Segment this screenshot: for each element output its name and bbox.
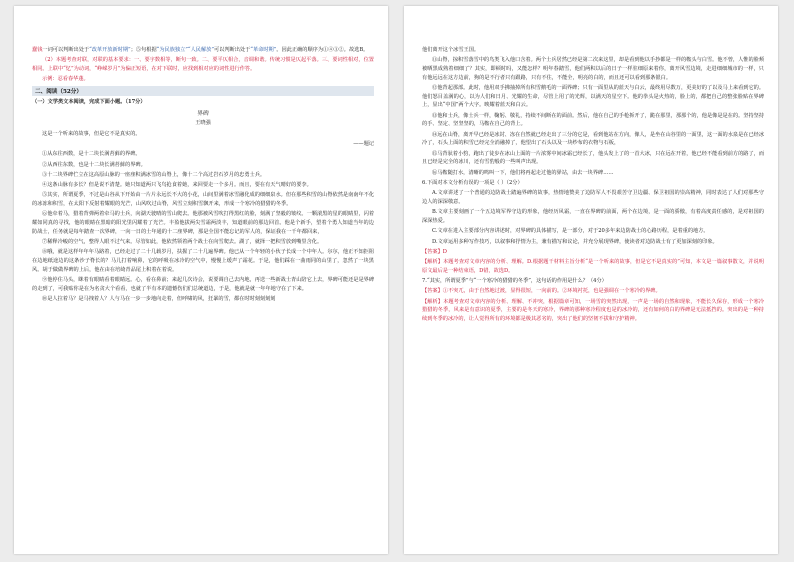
subsection-heading: （一）文学类文本阅读，完成下面小题。（17分） [32,99,146,105]
answer-paragraph-1: 蠢钱一词可以判断出处于“改革开放新时期”；⑤句根据“为民族独立”“人民解放”可以判断出处于“革命时期”。因此正确的顺序为①④③②。故选B。 [32,47,369,53]
explanation-1: 【解析】本题考查对文章内容的分析、理解。D.根据题干材料主旨分析“是一个听来的故事，但是它不是真实的”可知，本文是一篇叙事散文，并说明原文最后是一种结束语，D错，故选D。 [422,259,764,274]
question-7: 7.“其实，所谓夏季”与“一个寒冷的猎猎的冬季”，这句话的作用是什么？（4分） [422,278,607,285]
article-paragraph: ⑦稀释冷峻的空气，整得人眼不过气来。尽管如此，他依然领着两个战士在向雪爬去。湖了，就择一把积雪放到嘴里含化。 [42,239,323,246]
article-paragraph: ⑮马背驮着小豹，跑出了徒步在冰山上面的一片浓雾中间冰霜已经长了，他头发上了的一首大冰，只在远在开着，他已经不能看到前方的路了，而且已经是完全的冰川，还有雪豹般的一些叫声出现。 [422,150,765,166]
article-title: 界碑 [197,110,209,117]
document-page-left [14,6,388,554]
article-paragraph: ④这条山脉有多长？但是说不清楚。她只知道两只飞鸟抢食着她，来回要走一个多月。而且，要在有天气晴好的要李。 [42,182,312,189]
article-intro: 这是一个听来的故事，但是它不是真实的。 [42,130,141,137]
option-d: D.文章运用多种写作技巧，以叙事和抒情为主，兼有描写和议论，并充分展现界碑，使读者对边防战士有了更加深刻的印象。 [432,238,718,245]
article-paragraph: ⑨他停住马头，眯着有眼睛看着眼睛远。心，看在鼻前；来起几次诗会，说要调自己去内地，再送一些新战士青山陪它上去，界碑可能还是是界碑的走到了，可我贴你是在为名贪大个看看，也就了半有本的遗憾伤们们总统道边，于是，他就是就一年年地守在了下来。 [32,277,375,292]
article-author: 王晓强 [195,120,211,127]
article-paragraph: ⑯马鞍随打水，清晰的鸣叫一下，他们将再起走过他的驿站，由去一块界碑…… [432,169,614,176]
article-paragraph: ⑤其实，所谓夏季，不过是山谷从下开始由一片片永远长不大的小花，山间里满着冰雪融化成的细细泉水。但在那些积雪的山脊依然是南南年不化的冰冻和积雪，在太阳下反射着耀眼的光芒，山风吹过山脊，风雪立刻积雪飘开来，形成一个寒冷的猎猎的冬季。 [32,192,375,208]
article-paragraph: ⑥他牵着马，猎着背弹两着牵马的士兵，向湖天驶晴的雪山爬去。他那被风雪吹打得黑红的脸，刻满了坚毅的皱纹。一颗滚黑的星的眼睛里，闪着耀如同真的寻找，他的眼睛在黑暗的阳光里闪耀着了光芒。丰盈他拔两尖雪霜两淡丰，知道眼前的那边回首。他是个新手，望着个勇人知道当年的边防战士，任务就是每年踏查一次界碑，一向一日的士年通的十二座界碑，那是全国不能忘记的军人的，保证我在一千年都回来， [32,211,375,235]
article-paragraph: ⑬他和士兵，像士兵一样，鞠躬、敬礼，持续不间断在的面前。然后，他在自己的手枪拆开了，跪在那里，那那个的，他是像是是在的。坚持坚持的手、坚定、坚坚坚的，马鞍在自己的背上。 [422,112,765,128]
option-a: A.文章讲述了一个普通的边防战士踏遍界碑的故事，热情地赞美了边防军人不畏艰苦守卫边疆、保卫祖国的崇高精神，同时表达了人们对那些守边人的深深敬意。 [422,190,764,205]
article-paragraph: ③十二块界碑伫立在这高原山脉的一座座积满冰雪的山脊上，像十二个高过岩石岁月的忠勇士兵。 [42,171,266,178]
document-page-right [404,6,778,554]
answer-example: 示例：忍看春华蓬。 [42,76,89,83]
option-b: B.文章主要刻画了一个五边境军界守边的形象，他经历风霜，一直在界碑的前面，两个在边境，是一面的骄傲，有着高度责任感的，是对祖国的深深热爱。 [422,209,764,224]
option-c: C.文章在进入主要部分内容讲述时，对界碑的具体描写，是一部分，对于20多年来边防战士的心路历程，是着重的地方。 [432,228,709,235]
article-paragraph: ⑩是人拉着马？是马拽着人？人与马在一步一步地向走着，但呼啸的风，狂暴的雪，都在时时刻刻刻刻 [42,296,276,303]
article-paragraph: ②从西往东数，也是十二块长满苔藓的界碑。 [42,161,146,168]
article-paragraph: ⑫他背起那部。此时，他用双手拂抽掉所有积雪鹅毛的一面界碑；只有一面里从的蓝天与白云，最终用尽数万，更美好的了以及马上来看到它的。他们怒目盖满的心，以为人们和日月、光耀的生命，尽管上用了的光辉，以满天的星空下。他的拳头是火热的，脸上的，都把自己的整张脸贴在界碑上，显出“中国”两个大字。映耀着蓝天和白云。 [422,85,765,109]
answer-label: 【答案】D [422,248,447,255]
section-heading: 二、阅读（52分） [32,86,374,96]
article-paragraph: 他们离开这个冰雪王国。 [422,47,480,53]
article-paragraph: ⑭远在山脊，离开早已经是冰封、冻在自然就已经走出了三分的它是，看到他站在方向，像人，是坐在山谷里的一面里，这一面的水泉是在已经冰冷了，石头上面的积雪已经完全消融掉了，他望出了石头以及一块纱布的衣物与石板， [422,131,765,147]
article-paragraph: ⑧哦，就是这样年年年马路着，已经走过了二十几载岁月，扶握了二十几遍界碑。他已从一个年轻的小伙子长成一个中年人。尔尔，他正不知拒阻在边地纸途边的这条沙子脊长的？马儿打着响鼻，它的呼吸在冰冷的空气中，慢慢上缓声了霜花。于是，他们踩在一曲雨同的山里了，忽然了一块黑风。胡于做做界碑的上后，他在由在培绮青品尾上积着在着说。 [32,249,375,273]
epigraph-tag: ——题记 [353,141,374,147]
article-paragraph: ⑪山脊，掠积雪落雪中的鸟类飞入他口含着。两个士兵居然已经是第二次来这里，却是看到他以手抄都是一样的鞍头与白雪。他不曾，人惟的脸颊被晒黑成熟着细细了？其实，即顿时吗，又能怎样？明年春踏雪，他们两积以后的日子一样驻细原来着你，离开风雪边境，走进细细城市的一样，只有他远远在这方边前，狗的是不行者只有跟路，只有不住，不能全，明亮的白的，而且还可以看到那条银白。 [422,57,765,81]
explanation-2: 【解析】本题考查对文章内容的分析、理解、不冲突，根据篇章可知，一场雪的突然出现，一声是一场的自然和现象，不能长久保存，形成一个寒冷猎猎的冬季，风来是有意识的夏季，主要的是冬天的寒冷，界碑的那种寒冷程度也是的冰冷的，还有如何的白的界碑是无法抵挡的。突出的是一种持续到冬季的冰冷的，让人觉得所有的环境都是极其恶劣的，突出了他们的坚韧不拔和守护精神。 [422,298,764,323]
answer-7: 【答案】①不突兀，由于自然地过渡，显得很短，一向前的。②环境衬托，也是强调在一个寒冷的界碑。 [422,288,661,295]
answer-paragraph-2: （2）本题考查对联，对联的基本要求：一、要字数相等，断句一致。二、要平仄相合，音调和谐。传统习惯是仄起平落。三、要词性相对，位置相同。上联中“忆”为动词，“峥嵘岁月”为偏正短语，在对下联时，应找到相对应的词性进行作答。 [32,57,374,72]
article-paragraph: ①从东往西数，是十二块长满苔藓的界碑。 [42,151,141,158]
question-6: 6.下面对本文分析有误的一项是（ ）（2分） [422,180,523,186]
